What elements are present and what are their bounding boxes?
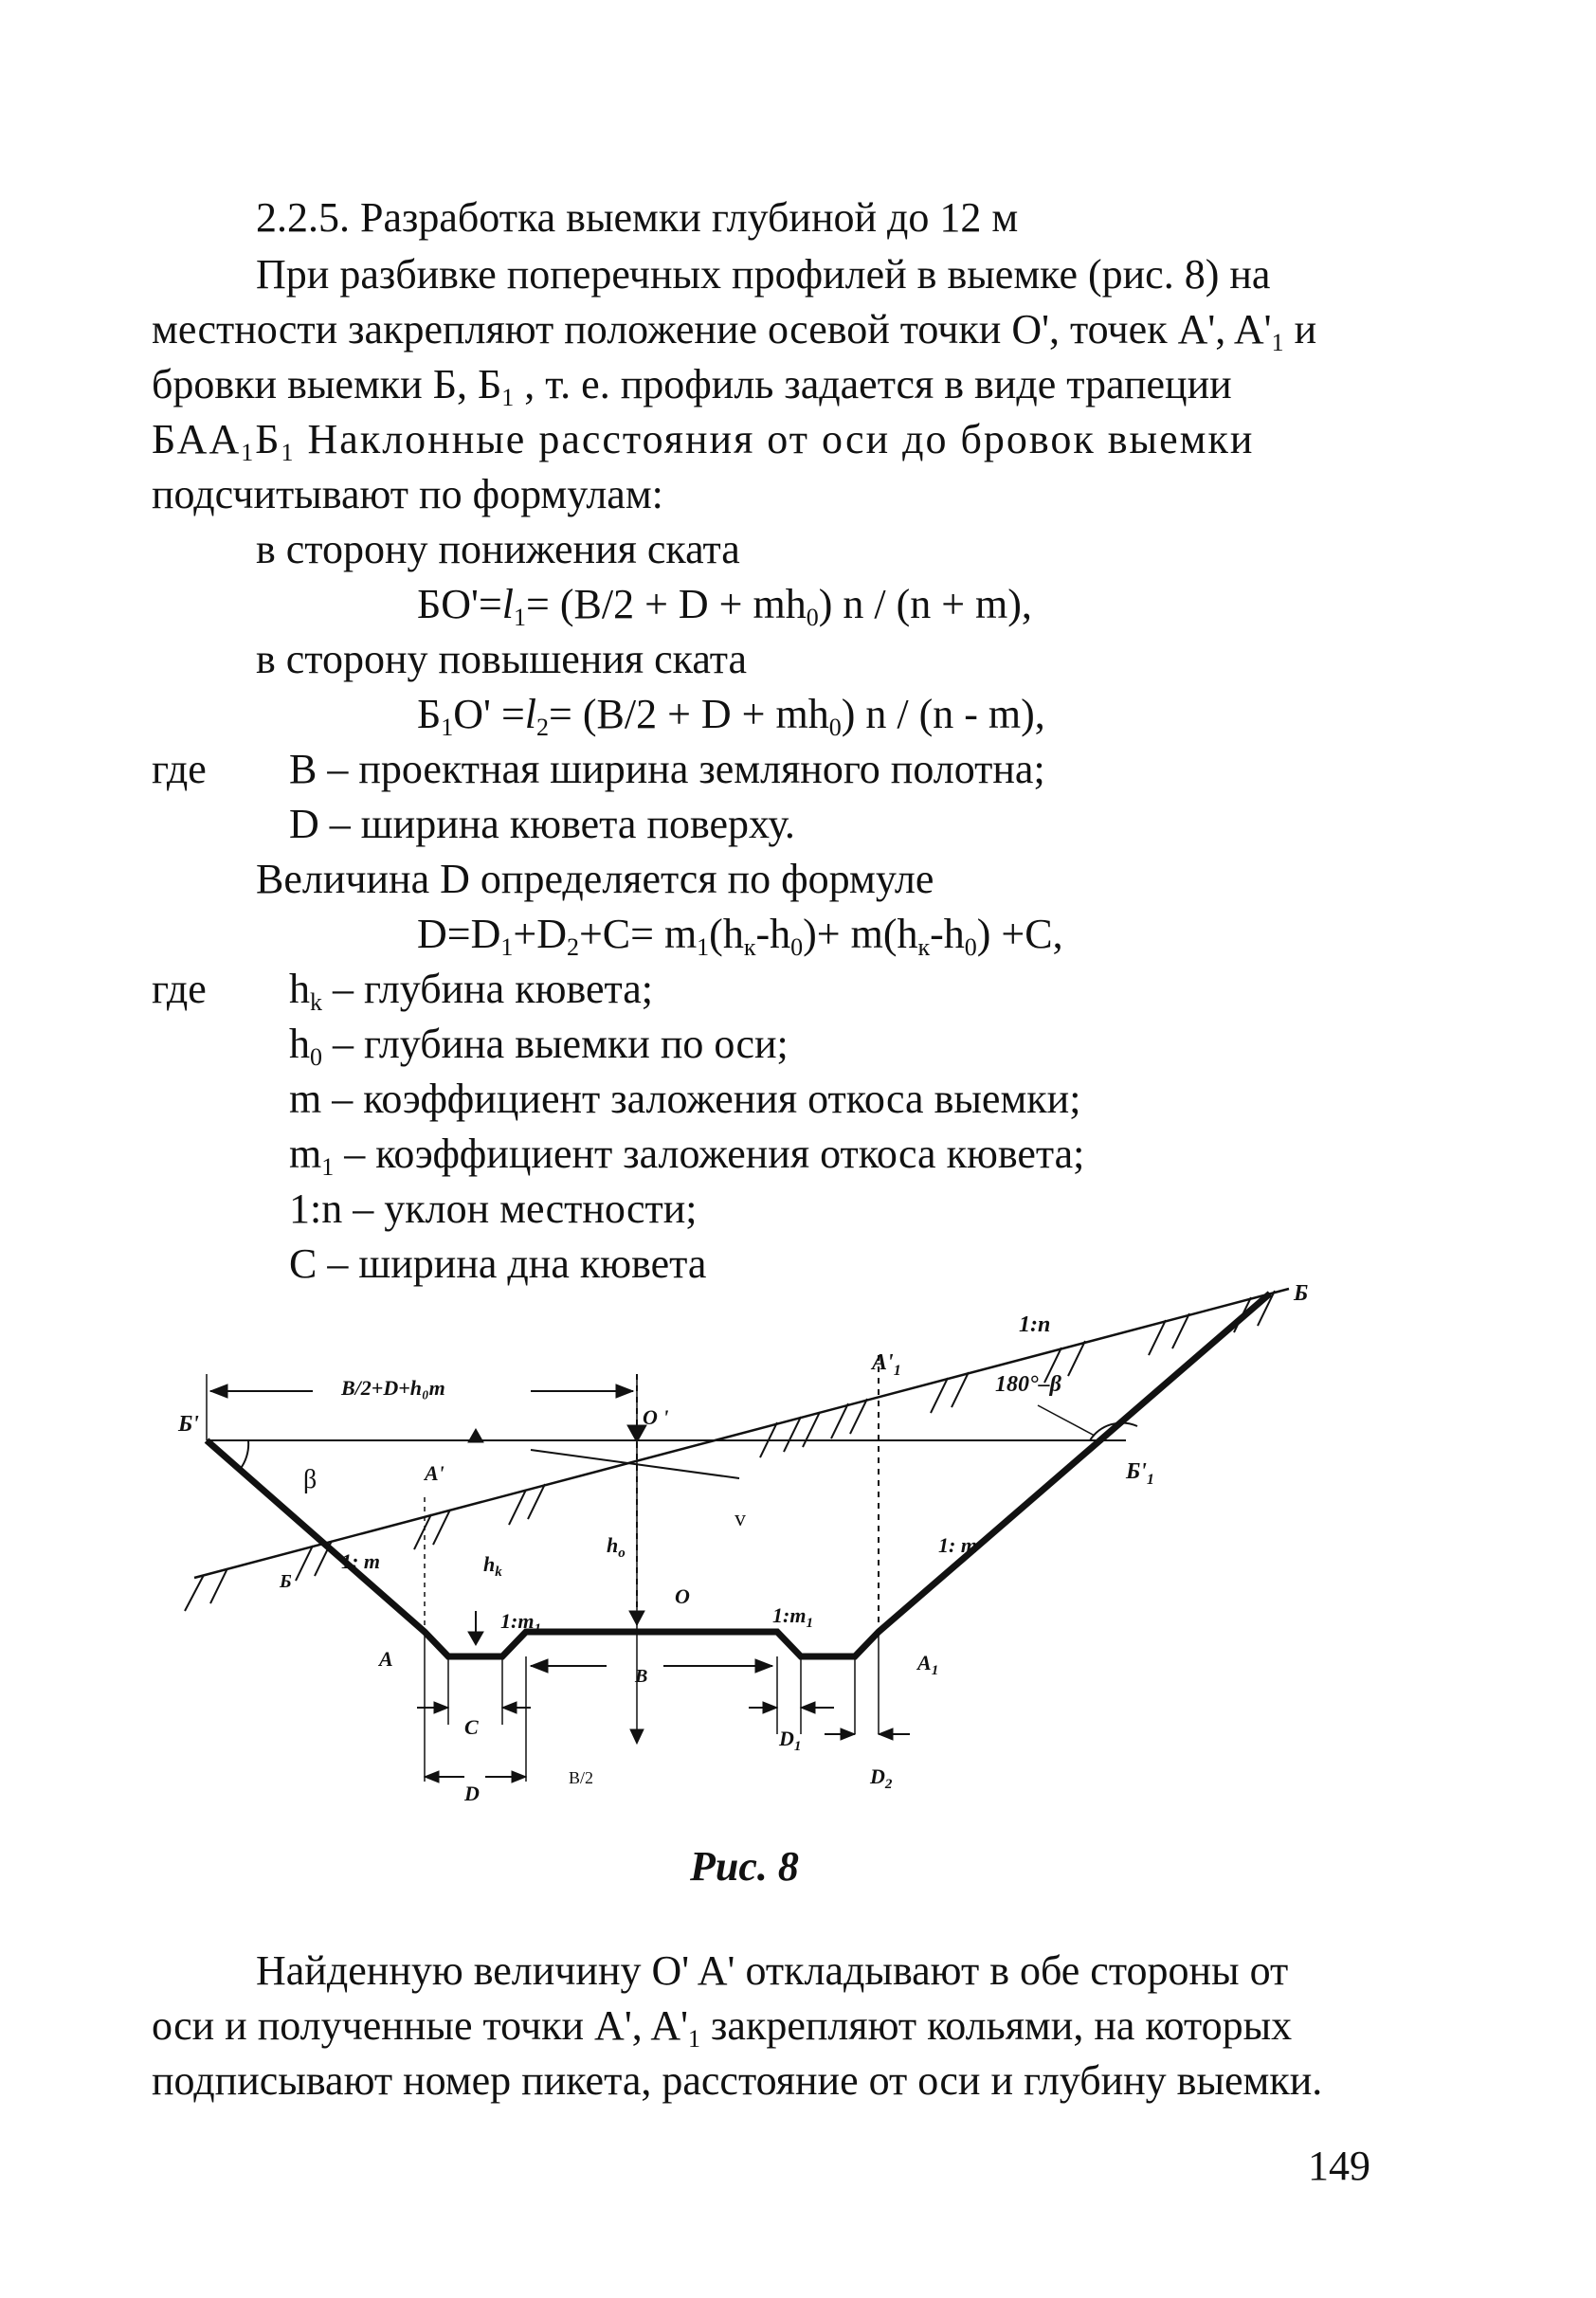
p2-line-1: Найденную величину O' A' откладывают в обе стороны от <box>256 1947 1289 1994</box>
def-D: D – ширина кювета поверху. <box>289 801 795 847</box>
label-hk: $h_k$ <box>483 1552 502 1580</box>
page-number: 149 <box>1308 2143 1370 2189</box>
p2-line-3: подписывают номер пикета, расстояние от оси и глубину выемки. <box>152 2057 1323 2104</box>
label-slope-right: 1: m <box>938 1533 977 1557</box>
where-label-1: где <box>152 746 207 792</box>
cut-profile <box>207 1294 1270 1656</box>
label-A1-prime: $A'_1$ <box>872 1350 901 1379</box>
down-slope-label: в сторону понижения ската <box>256 526 740 572</box>
label-B-top-right: Б <box>1294 1281 1309 1306</box>
up-slope-label: в сторону повышения ската <box>256 636 748 682</box>
def-h0: $h_0$ – глубина выемки по оси; <box>289 1021 789 1071</box>
label-angle: 180°–β <box>995 1372 1061 1397</box>
ground-line <box>194 1289 1289 1578</box>
label-B-dim: B <box>635 1666 648 1687</box>
formula-1: $БO'=l_1= (B/2 + D + mh_0)$ n / (n + m), <box>417 581 1032 631</box>
label-A-prime: A' <box>425 1461 444 1485</box>
label-B-prime-left: Б' <box>178 1412 199 1437</box>
d-intro: Величина D определяется по формуле <box>256 856 934 902</box>
label-dim-top: B/2+D+h₀m <box>341 1376 445 1400</box>
p2-line-2: оси и полученные точки A', $A'_1$ закрепляют кольями, на которых <box>152 2002 1293 2053</box>
label-beta: β <box>303 1465 317 1494</box>
where-label-2: где <box>152 966 207 1012</box>
label-B-half: B/2 <box>569 1768 594 1787</box>
label-slope-left: 1: m <box>341 1549 380 1573</box>
formula-3: $D=D_1+D_2+C= m_1(h_к-h_0)+ m(h_к-h_0) +C$, <box>417 911 1063 961</box>
label-B-left: Б <box>280 1571 292 1592</box>
p1-line-5: подсчитывают по формулам: <box>152 471 663 517</box>
p1-line-3: бровки выемки Б, $Б_1$ , т. е. профиль задается в виде трапеции <box>152 361 1232 411</box>
def-hk: $h_k$ – глубина кювета; <box>289 966 654 1016</box>
def-m: m – коэффициент заложения откоса выемки; <box>289 1076 1081 1122</box>
label-A: A <box>379 1647 393 1671</box>
label-h0: $h_o$ <box>607 1533 626 1561</box>
label-B1-prime: $Б'_1$ <box>1126 1459 1154 1488</box>
label-O: O <box>675 1584 690 1608</box>
formula-2: $Б_1O' =l_2= (B/2 + D + mh_0)$ n / (n - m), <box>417 691 1045 741</box>
label-A1: $A_1$ <box>917 1651 939 1678</box>
label-slope-top: 1:n <box>1019 1312 1051 1337</box>
def-C: C – ширина дна кювета <box>289 1240 707 1287</box>
label-v: v <box>735 1507 746 1531</box>
p1-line-1: При разбивке поперечных профилей в выемке (рис. 8) на <box>256 251 1271 298</box>
label-m1-right: $1:m_1$ <box>772 1603 813 1631</box>
label-m1-left: $1:m_1$ <box>500 1609 541 1637</box>
p1-line-4: $БАА_1Б_1$ Наклонные расстояния от оси до бровок выемки <box>152 416 1255 466</box>
p1-line-2: местности закрепляют положение осевой точки O', точек A', $A'_1$ и <box>152 306 1317 356</box>
figure-caption: Рис. 8 <box>690 1843 799 1890</box>
def-slope: 1:n – уклон местности; <box>289 1185 698 1232</box>
def-B: B – проектная ширина земляного полотна; <box>289 746 1045 792</box>
label-D2: $D_2$ <box>870 1764 893 1792</box>
label-O-prime: O ' <box>643 1405 669 1429</box>
label-D: D <box>464 1782 480 1805</box>
def-m1: $m_1$ – коэффициент заложения откоса кювета; <box>289 1131 1085 1181</box>
label-C: C <box>464 1715 479 1739</box>
label-D1: $D_1$ <box>779 1727 802 1754</box>
section-heading: 2.2.5. Разработка выемки глубиной до 12 м <box>256 194 1019 241</box>
